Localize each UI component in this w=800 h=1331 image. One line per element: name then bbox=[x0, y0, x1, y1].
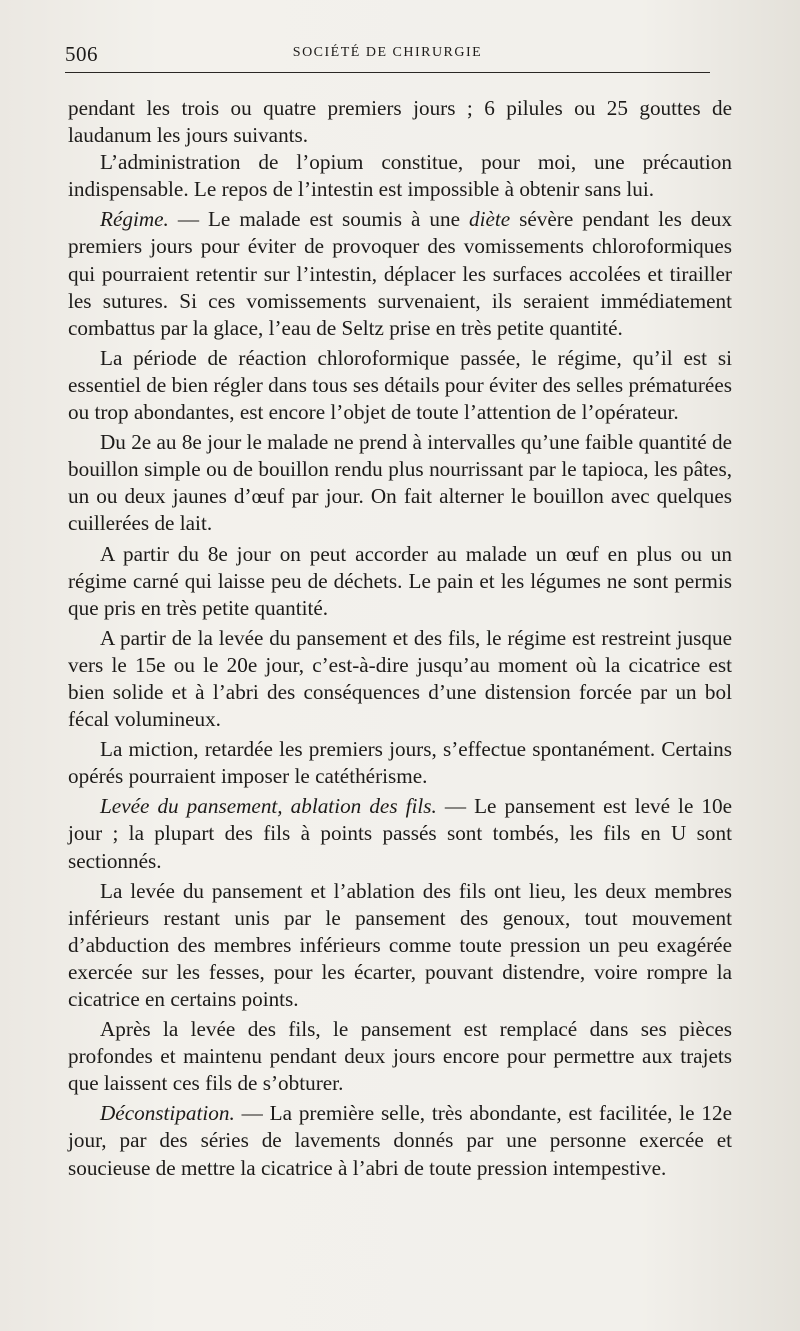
page-header bbox=[65, 40, 710, 68]
header-rule bbox=[65, 72, 710, 73]
paragraph-text: sévère pendant les deux premiers jours pour éviter de provoquer des vomissements chloroformiques qui pourraient retentir sur l’intestin, déplacer les surfaces accolées et tirailler les sutures. Si ces vomissements survenaient, ils seraient immédiatement combattus par la glace, l’eau de Seltz prise en très petite quantité. bbox=[68, 207, 732, 340]
paragraph-reaction-period: La période de réaction chloroformique passée, le régime, qu’il est si essentiel de bien régler dans tous ses détails pour éviter des selles prématurées ou trop abondantes, est encore l’objet de toute l’attention de l’opérateur. bbox=[68, 345, 732, 425]
body-text bbox=[68, 95, 732, 1182]
paragraph-from-day-8: A partir du 8e jour on peut accorder au malade un œuf en plus ou un régime carné qui laisse peu de déchets. Le pain et les légumes ne sont permis que pris en très petite quantité. bbox=[68, 541, 732, 620]
paragraph-precautions: La levée du pansement et l’ablation des fils ont lieu, les deux membres inférieurs restant unis par le pansement des genoux, tout mouvement d’abduction des membres inférieurs comme toute pression un peu exagérée exercée sur les fesses, pour les écarter, pouvant distendre, voire rompre la cicatrice en certains points. bbox=[68, 878, 732, 1011]
paragraph-opium-dosage: pendant les trois ou quatre premiers jours ; 6 pilules ou 25 gouttes de laudanum les jours suivants. bbox=[68, 96, 732, 148]
paragraph-day-2-to-8: Du 2e au 8e jour le malade ne prend à intervalles qu’une faible quantité de bouillon simple ou de bouillon rendu plus nourrissant par le tapioca, les pâtes, un ou deux jaunes d’œuf par jour. On fait alterner le bouillon avec quelques cuillerées de lait. bbox=[68, 430, 732, 536]
section-lead-regime: Régime. bbox=[100, 207, 169, 232]
paragraph-deconstipation bbox=[68, 1100, 732, 1181]
paragraph-miction: La miction, retardée les premiers jours, s’effectue spontanément. Certains opérés pourraient imposer le catéthérisme. bbox=[68, 737, 732, 789]
paragraph-regime bbox=[68, 206, 732, 341]
paragraph-after-removal: Après la levée des fils, le pansement est remplacé dans ses pièces profondes et maintenu pendant deux jours encore pour permettre aux trajets que laissent ces fils de s’obturer. bbox=[68, 1017, 732, 1096]
section-lead-deconstipation: Déconstipation. bbox=[100, 1101, 235, 1126]
paragraph-dressing-removal bbox=[68, 793, 732, 874]
paragraph-opium-necessity: L’administration de l’opium constitue, pour moi, une précaution indispensable. Le repos de l’intestin est impossible à obtenir sans lui. bbox=[68, 150, 732, 202]
paragraph-text: — Le pansement est levé le 10e jour ; la plupart des fils à points passés sont tombés, les fils en U sont sectionnés. bbox=[68, 794, 732, 873]
paragraph-text: — Le malade est soumis à une bbox=[168, 207, 469, 232]
paragraph-text: — La première selle, très abondante, est facilitée, le 12e jour, par des séries de lavements donnés par une personne exercée et soucieuse de mettre la cicatrice à l’abri de toute pression intempestive. bbox=[68, 1101, 732, 1180]
page-number: 506 bbox=[65, 42, 98, 66]
emphasis-diete: diète bbox=[468, 207, 511, 232]
running-head: SOCIÉTÉ DE CHIRURGIE bbox=[292, 45, 483, 60]
section-lead-levee: Levée du pansement, ablation des fils. bbox=[100, 794, 437, 819]
paragraph-restricted-regime: A partir de la levée du pansement et des fils, le régime est restreint jusque vers le 15e ou le 20e jour, c’est-à-dire jusqu’au moment où la cicatrice est bien solide et à l’abri des conséquences d’une distension forcée par un bol fécal volumineux. bbox=[68, 625, 732, 732]
